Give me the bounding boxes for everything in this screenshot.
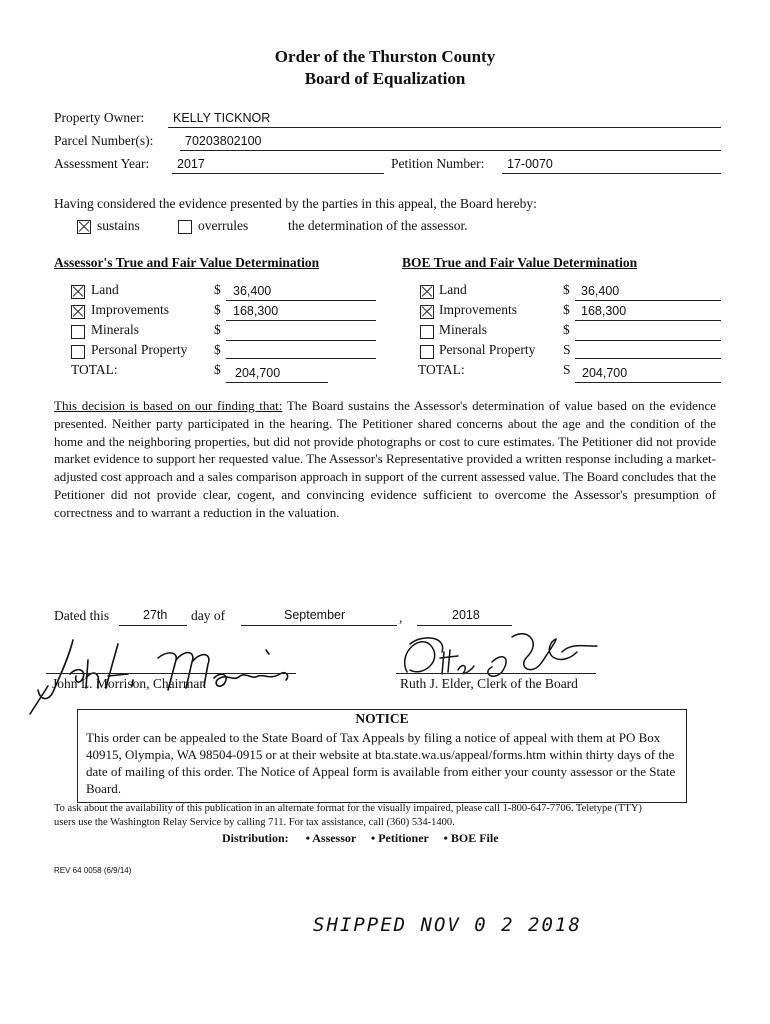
sustains-checkbox[interactable]	[77, 220, 91, 234]
assessor-land-label: Land	[91, 282, 119, 297]
distribution-assessor: • Assessor	[305, 831, 357, 845]
chairman-name: John L. Morrison, Chairman	[52, 676, 207, 691]
page-title-line-2: Board of Equalization	[304, 69, 466, 88]
parcel-value: 70203802100	[185, 134, 262, 148]
boe-total-value: 204,700	[582, 366, 628, 380]
boe-personal-underline	[575, 358, 721, 359]
assessor-improvements-checkbox[interactable]	[71, 305, 85, 319]
assessor-minerals-currency: $	[214, 322, 221, 337]
boe-total-label: TOTAL:	[418, 362, 465, 377]
dated-year: 2018	[452, 608, 480, 622]
assessor-total-label: TOTAL:	[71, 362, 118, 377]
assessor-land-checkbox[interactable]	[71, 285, 85, 299]
assessor-minerals-label: Minerals	[91, 322, 139, 337]
notice-box	[77, 709, 687, 803]
boe-improvements-checkbox[interactable]	[420, 305, 434, 319]
assessor-personal-underline	[226, 358, 376, 359]
page-title-line-1: Order of the Thurston County	[274, 47, 496, 66]
assessor-minerals-underline	[226, 340, 376, 341]
dated-month-underline	[241, 625, 397, 626]
dated-day: 27th	[143, 608, 168, 622]
dated-day-underline	[119, 625, 187, 626]
parcel-underline	[180, 150, 721, 151]
assessor-improvements-value: 168,300	[233, 304, 279, 318]
boe-total-currency: S	[563, 362, 571, 377]
boe-minerals-label: Minerals	[439, 322, 487, 337]
dated-day-of: day of	[191, 608, 226, 623]
boe-land-label: Land	[439, 282, 467, 297]
boe-improvements-value: 168,300	[581, 304, 627, 318]
boe-personal-label: Personal Property	[439, 342, 536, 357]
dated-comma: ,	[399, 610, 403, 625]
boe-land-currency: $	[563, 282, 570, 297]
year-label: Assessment Year:	[54, 156, 150, 171]
accessibility-note: To ask about the availability of this publication in an alternate format for the visually impaired, please call 1-800-647-7706. Teletype (TTY) users use the Washington Relay Service by calling 711. For tax assistance, call (360) 534-1400.	[54, 803, 642, 828]
assessor-improvements-currency: $	[214, 302, 221, 317]
shipped-stamp: SHIPPED NOV 0 2 2018	[313, 914, 582, 936]
assessor-land-value: 36,400	[233, 284, 272, 298]
overrules-label: overrules	[198, 218, 249, 233]
overrules-checkbox[interactable]	[178, 220, 192, 234]
decision-suffix: the determination of the assessor.	[288, 218, 468, 233]
owner-label: Property Owner:	[54, 110, 145, 125]
year-value: 2017	[177, 157, 205, 171]
year-underline	[172, 173, 384, 174]
petition-underline	[502, 173, 721, 174]
boe-land-checkbox[interactable]	[420, 285, 434, 299]
assessor-land-underline	[226, 300, 376, 301]
boe-minerals-currency: $	[563, 322, 570, 337]
boe-total-underline	[575, 382, 721, 383]
boe-land-value: 36,400	[581, 284, 620, 298]
notice-text: This order can be appealed to the State Board of Tax Appeals by filing a notice of appeal with them at PO Box 40915, Olympia, WA 98504-0915 or at their website at bta.state.wa.us/appeal/forms.htm within thirty days of the date of mailing of this order. The Notice of Appeal form is available from either your county assessor or the State Board.	[86, 730, 676, 796]
boe-improvements-currency: $	[563, 302, 570, 317]
finding-text: The Board sustains the Assessor's determination of value based on the evidence presented. Neither party participated in the hearing. The Petitioner shared concerns about the age and the condition of the home and the neighboring properties, but did not provide photographs or cost to cure estimates. The Petitioner did not provide market evidence to support her requested value. The Assessor's Representative provided a written response including a market-adjusted cost approach and a sales comparison approach in support of the current assessed value. The Board concludes that the Petitioner did not provide clear, cogent, and convincing evidence sufficient to overcome the Assessor's presumption of correctness and to warrant a reduction in the valuation.	[54, 398, 716, 520]
clerk-name: Ruth J. Elder, Clerk of the Board	[400, 676, 578, 691]
parcel-label: Parcel Number(s):	[54, 133, 154, 148]
finding-lead: This decision is based on our finding that:	[54, 398, 283, 413]
boe-land-underline	[575, 300, 721, 301]
dated-prefix: Dated this	[54, 608, 110, 623]
assessor-total-currency: $	[214, 362, 221, 377]
petition-value: 17-0070	[507, 157, 553, 171]
boe-improvements-underline	[575, 320, 721, 321]
assessor-land-currency: $	[214, 282, 221, 297]
distribution-line	[222, 831, 499, 846]
owner-value: KELLY TICKNOR	[173, 111, 271, 125]
boe-minerals-checkbox[interactable]	[420, 325, 434, 339]
sustains-label: sustains	[97, 218, 140, 233]
dated-month: September	[284, 608, 346, 622]
assessor-personal-checkbox[interactable]	[71, 345, 85, 359]
boe-minerals-underline	[575, 340, 721, 341]
boe-personal-currency: S	[563, 342, 571, 357]
assessor-minerals-checkbox[interactable]	[71, 325, 85, 339]
assessor-heading: Assessor's True and Fair Value Determination	[54, 255, 320, 270]
assessor-personal-currency: $	[214, 342, 221, 357]
assessor-total-value: 204,700	[235, 366, 281, 380]
decision-intro: Having considered the evidence presented by the parties in this appeal, the Board hereby:	[54, 196, 537, 211]
distribution-boe-file: • BOE File	[443, 831, 499, 845]
boe-improvements-label: Improvements	[439, 302, 517, 317]
revision-code: REV 64 0058 (6/9/14)	[54, 866, 132, 875]
chairman-signature-line	[46, 673, 296, 674]
notice-heading: NOTICE	[355, 711, 409, 726]
owner-underline	[168, 127, 721, 128]
boe-heading: BOE True and Fair Value Determination	[402, 255, 638, 270]
boe-personal-checkbox[interactable]	[420, 345, 434, 359]
assessor-improvements-label: Improvements	[91, 302, 169, 317]
assessor-personal-label: Personal Property	[91, 342, 188, 357]
assessor-improvements-underline	[226, 320, 376, 321]
petition-label: Petition Number:	[391, 156, 485, 171]
distribution-petitioner: • Petitioner	[371, 831, 429, 845]
finding-paragraph	[54, 397, 716, 522]
assessor-total-underline	[226, 382, 328, 383]
distribution-label: Distribution:	[222, 831, 289, 845]
clerk-signature-line	[396, 673, 596, 674]
